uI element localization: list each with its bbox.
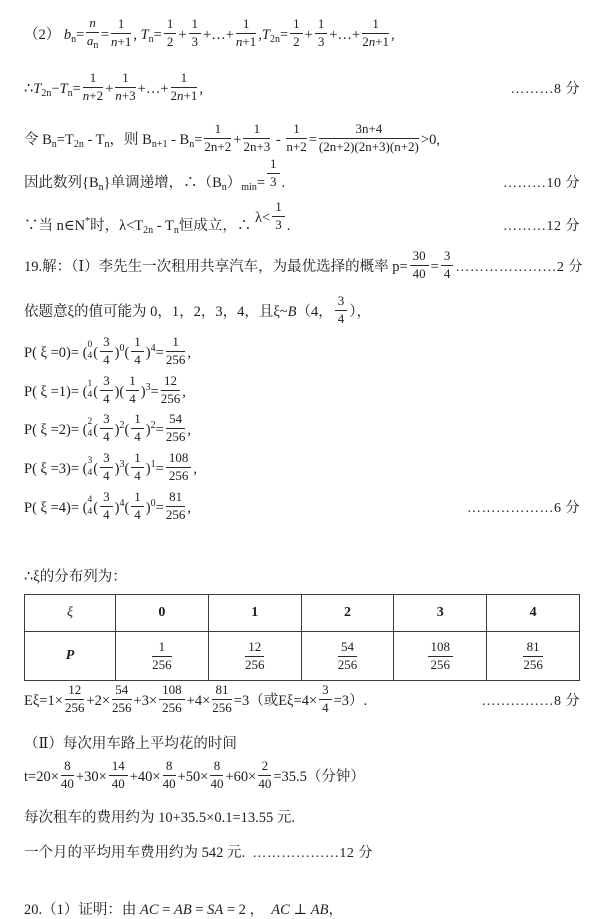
formula-probability-p: 19.解：（Ⅰ）李先生一次租用共享汽车，为最优选择的概率 p= $\frac{30}{40}$ = $\frac{3}{4}$ (24, 251, 455, 284)
q19-monthly-cost-line (24, 841, 580, 862)
formula-bn-recurrence: 令 $B_n=T_{2n} - T_n$，则 $B_{n+1} - B_n=$ $\frac{1}{2n+2}$ + $\frac{1}{2n+3}$ - $\frac{1}{n+2}$ = $\frac{3n+4}{(2n+2)(2n+3)(n+2)}$ >0, (24, 121, 440, 155)
score-mark-12pts-2: ………………12 分 (252, 845, 373, 861)
q19-p-xi-2-line (24, 411, 580, 447)
formula-bn-min: 因此数列$\{B_n\}$单调递增，$\therefore(B_n)_{min}=$ $\frac{1}{3}$ . (24, 156, 286, 193)
table-prob-2: $\frac{54}{256}$ (301, 632, 394, 681)
q19-p-xi-3-line (24, 450, 580, 486)
formula-p-xi-4: P( ξ =4)= ( 4 4 ( $\frac{3}{4}$ )$^4$( $\frac{1}{4}$ )$^0$= $\frac{81}{256}$ , (24, 489, 191, 523)
formula-average-time: t=20× $\frac{8}{40}$ +30× $\frac{14}{40}$ +40× $\frac{8}{40}$ +50× $\frac{8}{40}$ +60× $\frac{2}{40}$ =35.5（分钟） (24, 757, 365, 791)
table-col-0: 0 (116, 595, 209, 632)
q20-proof-start-line (24, 898, 580, 919)
q18-bn-recurrence-line (24, 121, 580, 157)
q18-t2n-minus-tn-line (24, 70, 580, 106)
formula-lambda-bound: ∵当 n∈N*时，$\lambda<T_{2n} - T_n$恒成立，∴ λ< $\frac{1}{3}$ . (24, 199, 291, 236)
score-mark-8pts-2: ……………8 分 (481, 693, 580, 709)
formula-bn-tn: （2） $b_n=$ $\frac{n}{a_n}$ = $\frac{1}{n+1}$ , $T_n=$ $\frac{1}{2}$ + $\frac{1}{3}$ +…+ $\frac{1}{n+1}$ $,T_{2n}=$ $\frac{1}{2}$ + $\frac{1}{3}$ +…+ $\frac{1}{2n+1}$ , (24, 15, 395, 51)
q19-probability-p-line (24, 247, 583, 284)
q19-p-xi-1-line (24, 372, 580, 409)
formula-p-xi-0: P( ξ =0)= ( 0 4 ( $\frac{3}{4}$ )$^0$( $\frac{1}{4}$ )$^4$= $\frac{1}{256}$ , (24, 333, 191, 367)
formula-expectation: Eξ=1× $\frac{12}{256}$ +2× $\frac{54}{256}$ +3× $\frac{108}{256}$ +4× $\frac{81}{256}$ =3（或Eξ=4× $\frac{3}{4}$ =3）. (24, 682, 368, 715)
monthly-cost-text: 一个月的平均用车费用约为 542 元. (24, 844, 253, 861)
formula-xi-binomial: 依题意ξ的值可能为 0，1，2，3，4，且ξ~B（4， $\frac{3}{4}$ ）， (24, 292, 372, 326)
table-col-3: 3 (394, 595, 487, 632)
table-prob-4: $\frac{81}{256}$ (487, 632, 580, 681)
table-prob-1: $\frac{12}{256}$ (208, 632, 301, 681)
table-p-label: P (25, 632, 116, 681)
formula-p-xi-1: P( ξ =1)= ( 1 4 ( $\frac{3}{4}$ )( $\frac{1}{4}$ )$^3$= $\frac{12}{256}$ , (24, 372, 186, 406)
table-col-1: 1 (208, 595, 301, 632)
formula-q20-proof: 20.（1）证明：由 AC = AB = SA = 2 ， AC ⊥ AB， (24, 901, 343, 918)
formula-p-xi-3: P( ξ =3)= ( 3 4 ( $\frac{3}{4}$ )$^3$( $\frac{1}{4}$ )$^1$= $\frac{108}{256}$ , (24, 450, 197, 484)
score-mark-10pts: ………10 分 (503, 175, 580, 191)
score-mark-2pts: …………………2 分 (455, 259, 583, 275)
table-col-4: 4 (487, 595, 580, 632)
q19-average-time-line (24, 757, 580, 794)
q19-part2-heading (24, 732, 580, 753)
formula-t2n-minus-tn: $\therefore T_{2n}-T_n=$ $\frac{1}{n+2}$ + $\frac{1}{n+3}$ +…+ $\frac{1}{2n+1}$ , (24, 70, 203, 104)
formula-p-xi-2: P( ξ =2)= ( 2 4 ( $\frac{3}{4}$ )$^2$( $\frac{1}{4}$ )$^2$= $\frac{54}{256}$ , (24, 411, 191, 445)
score-mark-12pts: ………12 分 (503, 218, 580, 234)
table-caption-text: ∴ξ的分布列为： (24, 569, 127, 586)
table-col-2: 2 (301, 595, 394, 632)
table-prob-0: $\frac{1}{256}$ (116, 632, 209, 681)
part2-heading-text: （Ⅱ）每次用车路上平均花的时间 (24, 735, 237, 752)
q19-cost-per-trip-line (24, 806, 580, 827)
table-header-row (25, 595, 580, 632)
q19-xi-distribution-intro-line (24, 292, 580, 329)
table-var-label: ξ (25, 595, 116, 632)
q18-part2-bn-tn-line (24, 15, 580, 53)
q19-p-xi-0-line (24, 333, 580, 370)
q18-bn-min-line (24, 156, 580, 200)
cost-per-trip-text: 每次租车的费用约为 10+35.5×0.1=13.55 元. (24, 809, 296, 826)
table-probability-row (25, 632, 580, 681)
score-mark-6pts: ………………6 分 (467, 500, 580, 516)
q19-expectation-line (24, 682, 580, 718)
table-prob-3: $\frac{108}{256}$ (394, 632, 487, 681)
score-mark-8pts: ………8 分 (510, 82, 580, 98)
q19-p-xi-4-line (24, 489, 580, 525)
q18-lambda-conclusion-line (24, 199, 580, 243)
q19-distribution-table (24, 594, 580, 681)
q19-distribution-table-caption (24, 565, 580, 586)
